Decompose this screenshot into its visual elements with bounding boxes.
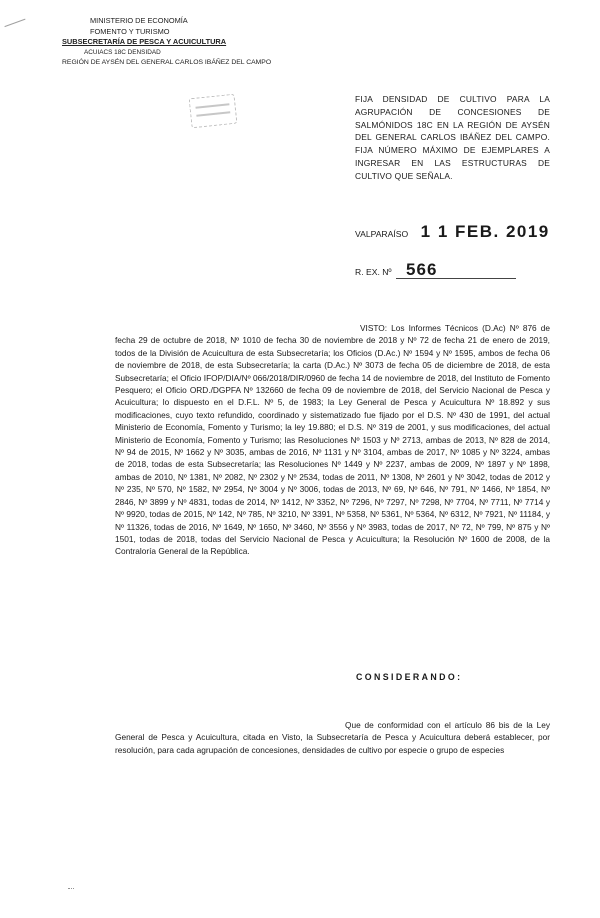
letterhead-department: ACUIACS 18C DENSIDAD (84, 48, 161, 56)
approval-stamp (189, 94, 238, 129)
letterhead-ministry: MINISTERIO DE ECONOMÍA (90, 16, 188, 25)
place-label: VALPARAÍSO (355, 229, 409, 239)
bottom-scan-mark (68, 888, 74, 893)
visto-paragraph: VISTO: Los Informes Técnicos (D.Ac) Nº 876 de fecha 29 de octubre de 2018, Nº 1010 de fecha 30 de noviembre de 2018 y Nº 72 de fecha 21 de enero de 2019, todos de la División de Acuicultura de esta Subsecretaría; los Oficios (D.Ac.) Nº 1594 y Nº 1595, ambos de fecha 06 de noviembre de 2018, de esta Subsecretaría; la carta (D.Ac.) Nº 3073 de fecha 05 de diciembre de 2018, de esta Subsecretaría; el Oficio IFOP/DIA/Nº 066/2018/DIR/0960 de fecha 14 de noviembre de 2018, del Instituto de Fomento Pesquero; el Oficio ORD./DGPFA Nº 132660 de fecha 09 de noviembre de 2018, del Servicio Nacional de Pesca y Acuicultura; lo dispuesto en el D.F.L. Nº 5, de 1983; la Ley General de Pesca y Acuicultura Nº 18.892 y sus modificaciones, cuyo texto refundido, coordinado y sistematizado fue fijado por el D.S. Nº 430 de 1991, del actual Ministerio de Economía, Fomento y Turismo; la ley 19.880; el D.S. Nº 319 de 2001, y sus modificaciones, del actual Ministerio de Economía, Fomento y Turismo; las Resoluciones Nº 1503 y Nº 2713, ambas de 2013, Nº 828 de 2014, Nº 94 de 2015, Nº 1662 y Nº 3035, ambas de 2016, Nº 1131 y Nº 3104, ambas de 2017, Nº 1085 y Nº 3224, ambas de 2018, todas de esta Subsecretaría; las Resoluciones Nº 1449 y Nº 2237, ambas de 2009, Nº 1897 y Nº 1898, ambas de 2010, Nº 1381, Nº 2082, Nº 2302 y Nº 2534, todas de 2011, Nº 1308, Nº 2601 y Nº 3042, todas de 2012 y Nº 235, Nº 570, Nº 1582, Nº 2954, Nº 3004 y Nº 3006, todas de 2013, Nº 69, Nº 646, Nº 791, Nº 1466, Nº 1854, Nº 2846, Nº 3899 y Nº 4831, todas de 2014, Nº 1412, Nº 3352, Nº 7296, Nº 7297, Nº 7298, Nº 7704, Nº 7711, Nº 7714 y Nº 9920, todas de 2015, Nº 142, Nº 785, Nº 3210, Nº 3391, Nº 5358, Nº 5361, Nº 5364, Nº 6312, Nº 7921, Nº 11184, y Nº 11326, todas de 2016, Nº 1649, Nº 1650, Nº 3460, Nº 3556 y Nº 3983, todas de 2017, Nº 72, Nº 799, Nº 875 y Nº 1501, todas de 2018, todas del Servicio Nacional de Pesca y Acuicultura; la Resolución Nº 1600 de 2008, de la Contraloría General de la República. (115, 323, 550, 557)
date-stamp: 1 1 FEB. 2019 (420, 222, 550, 241)
place-date-line (355, 222, 555, 242)
resolution-number-label: R. EX. Nº (355, 267, 392, 277)
letterhead (62, 16, 292, 69)
corner-scan-mark (4, 19, 29, 39)
resolution-number-line (355, 262, 555, 280)
letterhead-region: REGIÓN DE AYSÉN DEL GENERAL CARLOS IBÁÑEZ DEL CAMPO (62, 59, 272, 67)
letterhead-subsecretariat: SUBSECRETARÍA DE PESCA Y ACUICULTURA (62, 37, 227, 47)
letterhead-ministry-sub: FOMENTO Y TURISMO (90, 26, 170, 36)
considerando-paragraph: Que de conformidad con el artículo 86 bis de la Ley General de Pesca y Acuicultura, citada en Visto, la Subsecretaría de Pesca y Acuicultura deberá establecer, por resolución, para cada agrupación de concesiones, densidades de cultivo por especie o grupo de especies (115, 720, 550, 755)
resolution-number: 566 (396, 262, 516, 279)
considerando-heading: CONSIDERANDO: (356, 672, 463, 682)
resolution-subject: FIJA DENSIDAD DE CULTIVO PARA LA AGRUPACIÓN DE CONCESIONES DE SALMÓNIDOS 18C EN LA REGIÓN DE AYSÉN DEL GENERAL CARLOS IBÁÑEZ DEL CAMPO. FIJA NÚMERO MÁXIMO DE EJEMPLARES A INGRESAR EN LAS ESTRUCTURAS DE CULTIVO QUE SEÑALA. (355, 94, 550, 181)
